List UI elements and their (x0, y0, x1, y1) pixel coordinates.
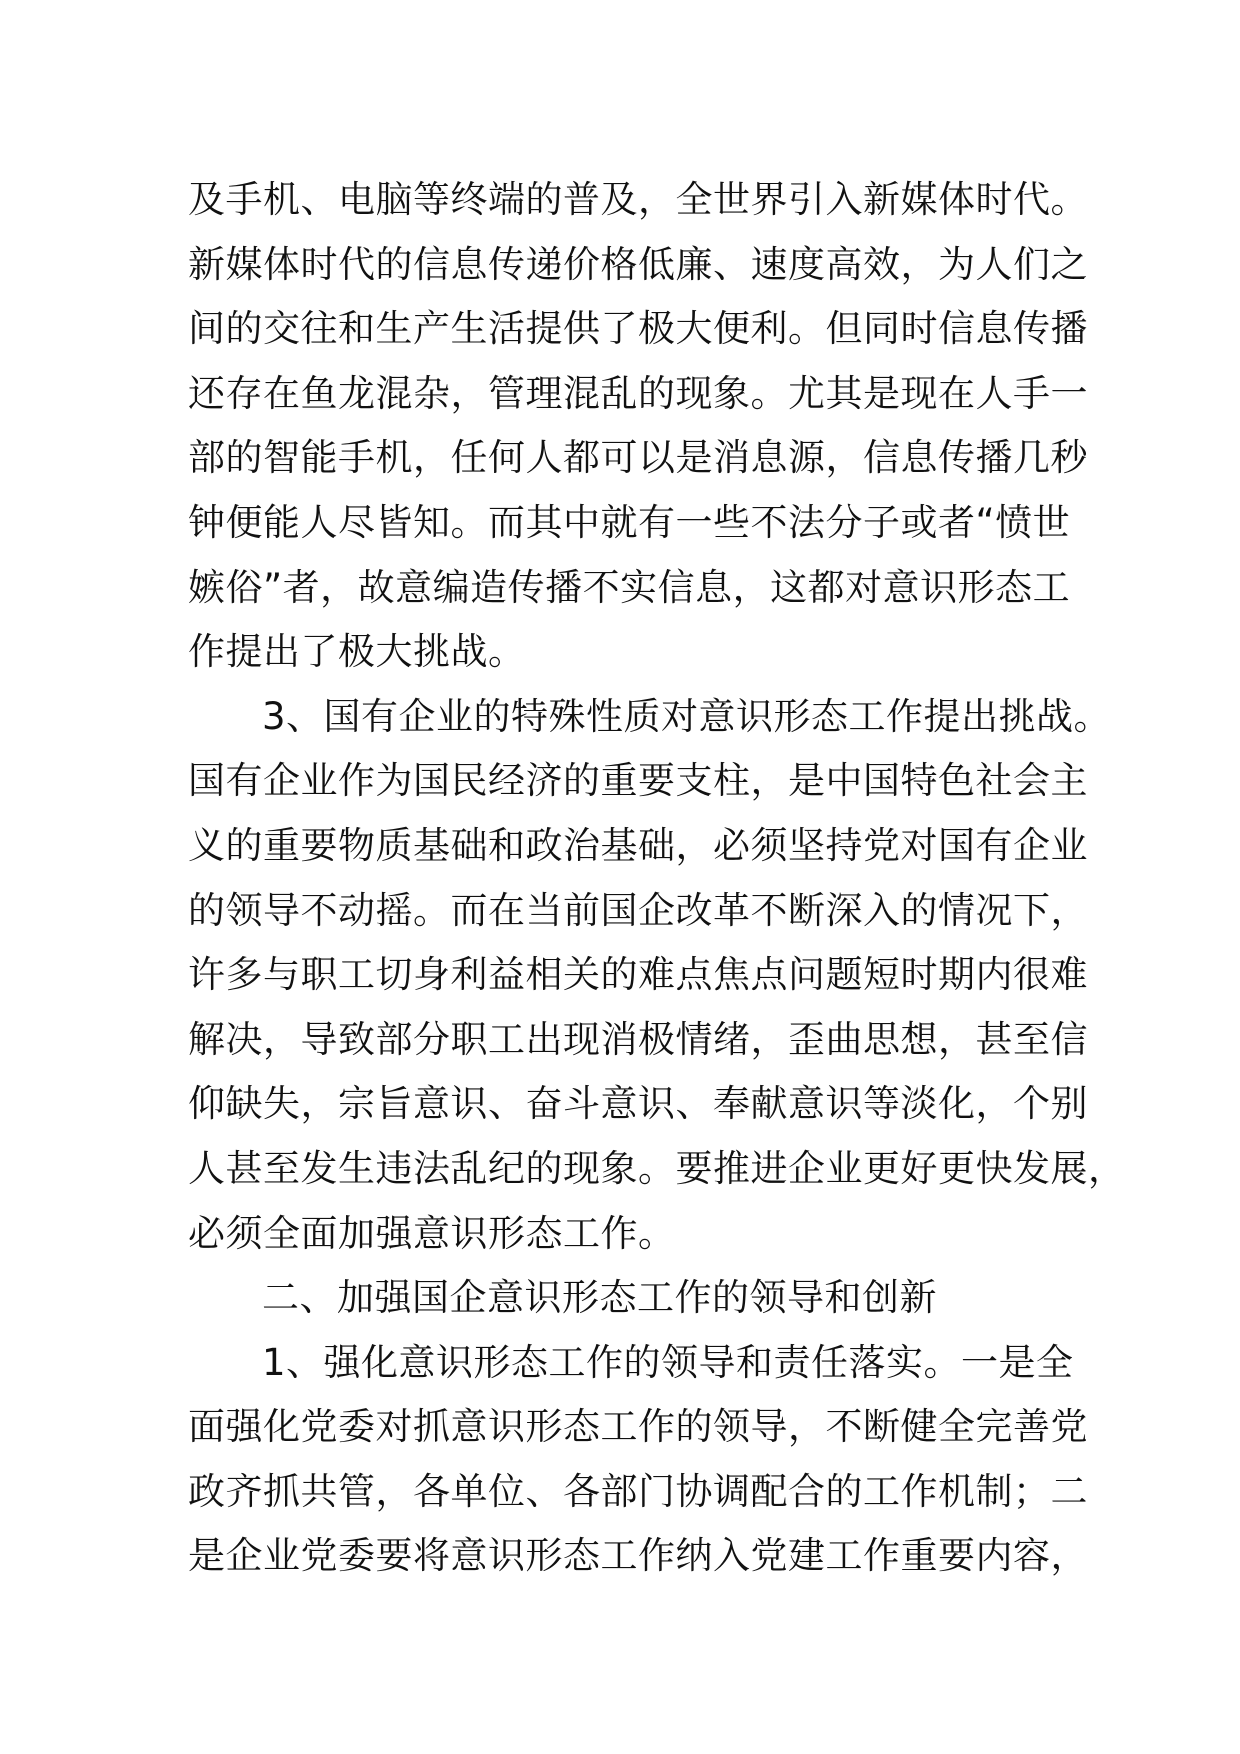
text-line: 二、加强国企意识形态工作的领导和创新 (262, 1276, 937, 1320)
text-line: 是企业党委要将意识形态工作纳入党建工作重要内容， (188, 1534, 1088, 1578)
text-line: 必须全面加强意识形态工作。 (188, 1211, 676, 1255)
text-line: 新媒体时代的信息传递价格低廉、速度高效，为人们之 (188, 242, 1088, 286)
text-line: 解决，导致部分职工出现消极情绪，歪曲思想，甚至信 (188, 1017, 1088, 1061)
text-line: 1、强化意识形态工作的领导和责任落实。一是全 (262, 1340, 1074, 1384)
body-text (188, 168, 1126, 1589)
text-line: 面强化党委对抓意识形态工作的领导，不断健全完善党 (188, 1405, 1088, 1449)
text-line: 义的重要物质基础和政治基础，必须坚持党对国有企业 (188, 823, 1088, 867)
text-line: 人甚至发生违法乱纪的现象。要推进企业更好更快发展， (188, 1146, 1126, 1190)
text-line: 作提出了极大挑战。 (188, 630, 526, 674)
text-line: 嫉俗”者，故意编造传播不实信息，这都对意识形态工 (188, 565, 1071, 609)
text-line: 政齐抓共管，各单位、各部门协调配合的工作机制；二 (188, 1469, 1088, 1513)
text-line: 及手机、电脑等终端的普及，全世界引入新媒体时代。 (188, 178, 1088, 221)
text-line: 3、国有企业的特殊性质对意识形态工作提出挑战。 (262, 694, 1112, 738)
text-line: 间的交往和生产生活提供了极大便利。但同时信息传播 (188, 307, 1088, 351)
text-line: 国有企业作为国民经济的重要支柱，是中国特色社会主 (188, 759, 1088, 803)
text-line: 的领导不动摇。而在当前国企改革不断深入的情况下， (188, 888, 1088, 932)
text-line: 钟便能人尽皆知。而其中就有一些不法分子或者“愤世 (188, 500, 1071, 544)
text-line: 许多与职工切身利益相关的难点焦点问题短时期内很难 (188, 953, 1088, 997)
text-line: 仰缺失，宗旨意识、奋斗意识、奉献意识等淡化，个别 (188, 1082, 1088, 1126)
text-line: 部的智能手机，任何人都可以是消息源，信息传播几秒 (188, 436, 1088, 480)
text-line: 还存在鱼龙混杂，管理混乱的现象。尤其是现在人手一 (188, 371, 1088, 415)
